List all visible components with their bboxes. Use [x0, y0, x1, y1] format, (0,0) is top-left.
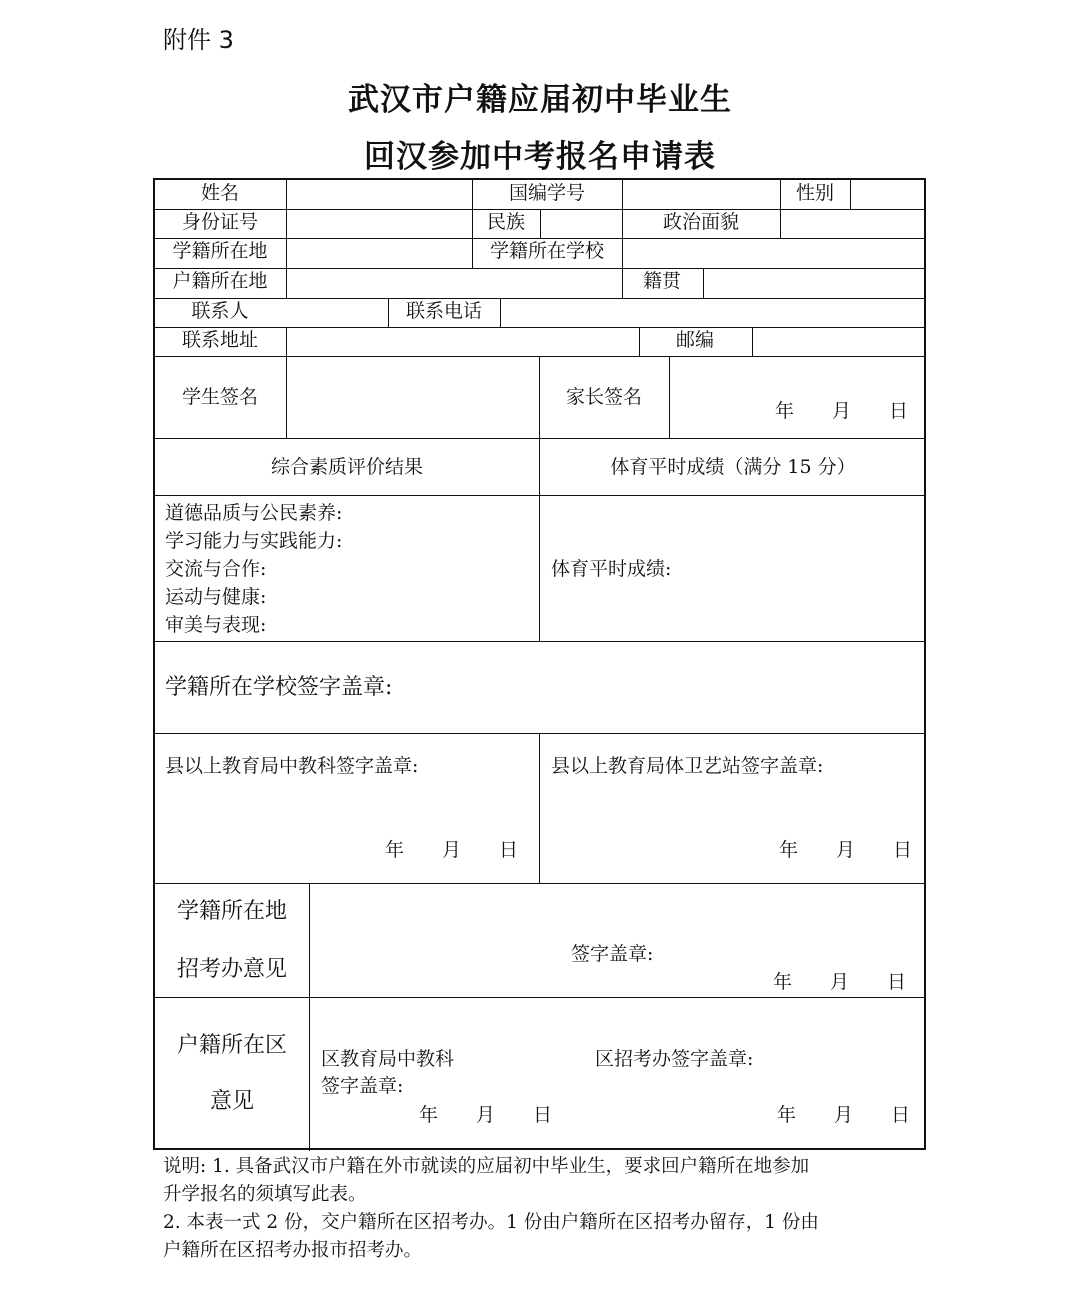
note-line: 说明: 1. 具备武汉市户籍在外市就读的应届初中毕业生，要求回户籍所在地参加	[163, 1156, 810, 1177]
label-name: 姓名	[200, 182, 240, 204]
label-county-edu-seal: 县以上教育局中教科签字盖章:	[165, 755, 419, 777]
header-pe-score: 体育平时成绩（满分 15 分）	[610, 456, 856, 478]
label-district-edu-seal-line1: 区教育局中教科	[321, 1048, 455, 1070]
label-contact-address: 联系地址	[181, 329, 259, 351]
col-divider	[286, 238, 287, 268]
col-divider	[703, 268, 704, 298]
label-district-line1: 户籍所在区	[176, 1033, 288, 1058]
row-divider	[155, 997, 926, 998]
label-student-signature: 学生签名	[181, 386, 259, 408]
form-title-line1: 武汉市户籍应届初中毕业生	[348, 82, 732, 118]
label-parent-signature: 家长签名	[565, 386, 643, 408]
eval-item-health: 运动与健康:	[165, 586, 267, 608]
col-divider	[622, 180, 623, 209]
eval-item-moral: 道德品质与公民素养:	[165, 502, 343, 524]
label-political-status: 政治面貌	[662, 211, 740, 233]
label-school-seal: 学籍所在学校签字盖章:	[165, 675, 393, 700]
label-district-line2: 意见	[209, 1089, 255, 1114]
label-exam-office-line2: 招考办意见	[176, 957, 288, 982]
row-divider	[155, 238, 926, 239]
date-county-edu: 年 月 日	[385, 839, 519, 861]
label-district-exam-seal: 区招考办签字盖章:	[595, 1048, 754, 1070]
attachment-label: 附件 3	[163, 26, 234, 54]
col-divider	[286, 268, 287, 298]
eval-item-learning: 学习能力与实践能力:	[165, 530, 343, 552]
label-district-edu-seal-line2: 签字盖章:	[321, 1075, 404, 1097]
label-student-id: 国编学号	[508, 182, 586, 204]
col-divider	[539, 356, 540, 438]
col-divider	[539, 733, 540, 883]
date-district-edu: 年 月 日	[419, 1104, 553, 1126]
date-exam-office: 年 月 日	[773, 971, 907, 993]
label-pe-score: 体育平时成绩:	[551, 558, 672, 580]
application-form-table	[153, 178, 926, 1150]
date-parent-signature: 年 月 日	[775, 400, 909, 422]
eval-item-aesthetics: 审美与表现:	[165, 614, 267, 636]
row-divider	[155, 327, 926, 328]
row-divider	[155, 883, 926, 884]
label-county-pe-seal: 县以上教育局体卫艺站签字盖章:	[551, 755, 824, 777]
col-divider	[622, 268, 623, 298]
col-divider	[472, 209, 473, 238]
eval-item-cooperation: 交流与合作:	[165, 558, 267, 580]
col-divider	[472, 180, 473, 209]
row-divider	[155, 641, 926, 642]
date-county-pe: 年 月 日	[779, 839, 913, 861]
note-line: 升学报名的须填写此表。	[163, 1184, 367, 1205]
label-contact-person: 联系人	[191, 300, 249, 322]
form-title-line2: 回汉参加中考报名申请表	[364, 139, 716, 175]
col-divider	[622, 209, 623, 238]
row-divider	[155, 438, 926, 439]
col-divider	[388, 298, 389, 327]
col-divider	[500, 298, 501, 327]
row-divider	[155, 356, 926, 357]
row-divider	[155, 298, 926, 299]
col-divider	[780, 209, 781, 238]
col-divider	[286, 209, 287, 238]
label-contact-phone: 联系电话	[405, 300, 483, 322]
note-line: 户籍所在区招考办报市招考办。	[163, 1240, 423, 1261]
form-notes	[163, 1153, 933, 1265]
row-divider	[155, 495, 926, 496]
label-gender: 性别	[795, 182, 835, 204]
col-divider	[286, 180, 287, 209]
label-ethnicity: 民族	[486, 211, 526, 233]
col-divider	[780, 180, 781, 209]
label-household-location: 户籍所在地	[172, 270, 268, 292]
col-divider	[472, 238, 473, 268]
row-divider	[155, 268, 926, 269]
col-divider	[622, 238, 623, 268]
label-school-location: 学籍所在地	[172, 240, 268, 262]
date-district-exam: 年 月 日	[777, 1104, 911, 1126]
header-quality-evaluation: 综合素质评价结果	[270, 456, 424, 478]
col-divider	[850, 180, 851, 209]
label-school-name: 学籍所在学校	[489, 240, 605, 262]
label-exam-office-seal: 签字盖章:	[571, 943, 654, 965]
note-line: 2. 本表一式 2 份，交户籍所在区招考办。1 份由户籍所在区招考办留存，1 份由	[163, 1212, 819, 1233]
col-divider	[669, 356, 670, 438]
col-divider	[309, 883, 310, 1151]
col-divider	[540, 209, 541, 238]
label-native-place: 籍贯	[642, 270, 682, 292]
label-id-number: 身份证号	[181, 211, 259, 233]
label-postcode: 邮编	[675, 329, 715, 351]
col-divider	[286, 327, 287, 356]
label-exam-office-line1: 学籍所在地	[176, 899, 288, 924]
col-divider	[639, 327, 640, 356]
row-divider	[155, 733, 926, 734]
col-divider	[539, 438, 540, 641]
col-divider	[752, 327, 753, 356]
col-divider	[286, 356, 287, 438]
